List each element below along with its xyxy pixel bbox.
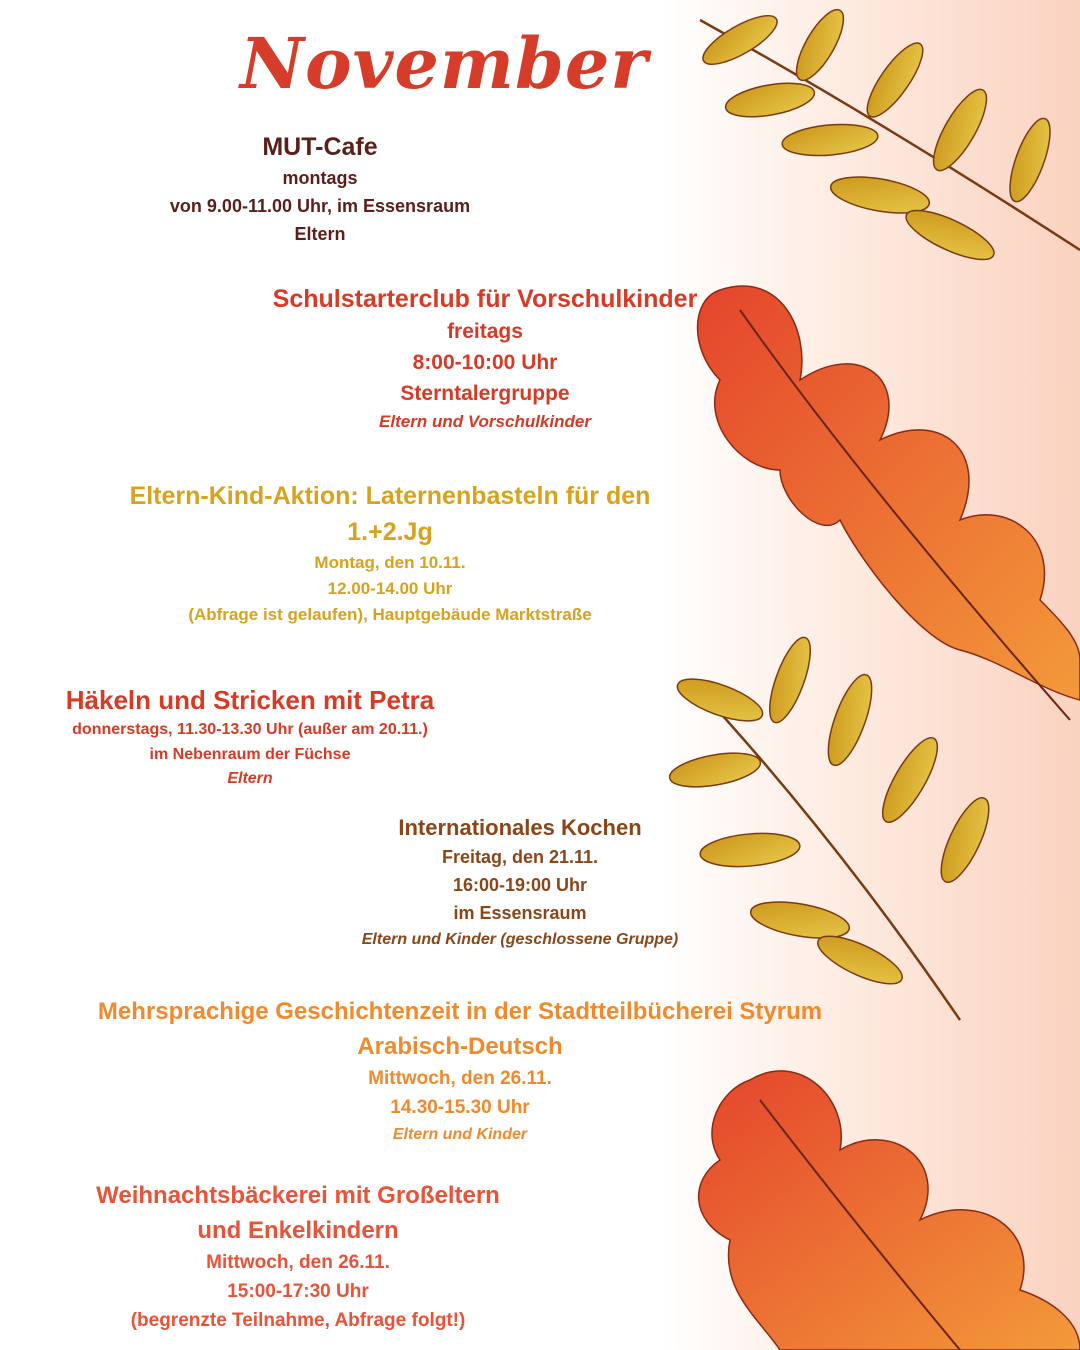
event-language: Arabisch-Deutsch (357, 1033, 563, 1060)
event-title: Häkeln und Stricken mit Petra (65, 685, 435, 715)
yellow-leaf-middle (667, 633, 998, 1020)
event-schulstarterclub (240, 282, 730, 435)
event-time-place: von 9.00-11.00 Uhr, im Essensraum (169, 196, 471, 216)
event-laternenbasteln (100, 478, 680, 628)
event-time: 16:00-19:00 Uhr (452, 875, 588, 895)
event-weihnachtsbaeckerei (60, 1178, 536, 1335)
event-note: (begrenzte Teilnahme, Abfrage folgt!) (130, 1310, 466, 1331)
event-date: Mittwoch, den 26.11. (206, 1252, 390, 1273)
event-mut-cafe (140, 130, 500, 248)
event-time: donnerstags, 11.30-13.30 Uhr (außer am 20.11.) (72, 721, 428, 738)
event-audience: Eltern und Kinder (392, 1126, 528, 1143)
event-time: 15:00-17:30 Uhr (227, 1281, 369, 1302)
event-day: freitags (447, 320, 523, 343)
orange-leaf-upper (698, 286, 1080, 720)
event-place: im Nebenraum der Füchse (149, 746, 351, 763)
event-geschichtenzeit (50, 994, 870, 1148)
event-audience: Eltern und Kinder (geschlossene Gruppe) (361, 931, 679, 948)
event-date: Montag, den 10.11. (314, 553, 466, 572)
event-audience: Eltern (227, 770, 273, 787)
event-title-line1: Eltern-Kind-Aktion: Laternenbasteln für den (129, 482, 651, 510)
event-date: Freitag, den 21.11. (441, 847, 599, 867)
event-time: 14.30-15.30 Uhr (390, 1097, 530, 1118)
event-audience: Eltern (294, 224, 346, 244)
event-kochen (340, 812, 700, 953)
event-title: Internationales Kochen (398, 815, 642, 840)
event-audience: Eltern und Vorschulkinder (379, 412, 591, 431)
event-time: 8:00-10:00 Uhr (412, 351, 558, 374)
event-title-line1: Weihnachtsbäckerei mit Großeltern (96, 1182, 500, 1209)
event-title: Schulstarterclub für Vorschulkinder (272, 285, 698, 313)
event-title-line2: und Enkelkindern (197, 1217, 399, 1244)
event-time: 12.00-14.00 Uhr (327, 579, 453, 598)
event-place: im Essensraum (453, 903, 587, 923)
event-group: Sterntalergruppe (400, 382, 570, 405)
event-title: Mehrsprachige Geschichtenzeit in der Stadtteilbücherei Styrum (97, 998, 823, 1025)
event-note: (Abfrage ist gelaufen), Hauptgebäude Marktstraße (188, 605, 592, 624)
event-title-line2: 1.+2.Jg (347, 518, 433, 546)
event-day: montags (282, 168, 358, 188)
event-date: Mittwoch, den 26.11. (368, 1068, 552, 1089)
event-haekeln (40, 683, 460, 791)
event-title: MUT-Cafe (262, 133, 378, 161)
page-title: November (240, 22, 649, 105)
yellow-leaf-top (697, 3, 1080, 269)
